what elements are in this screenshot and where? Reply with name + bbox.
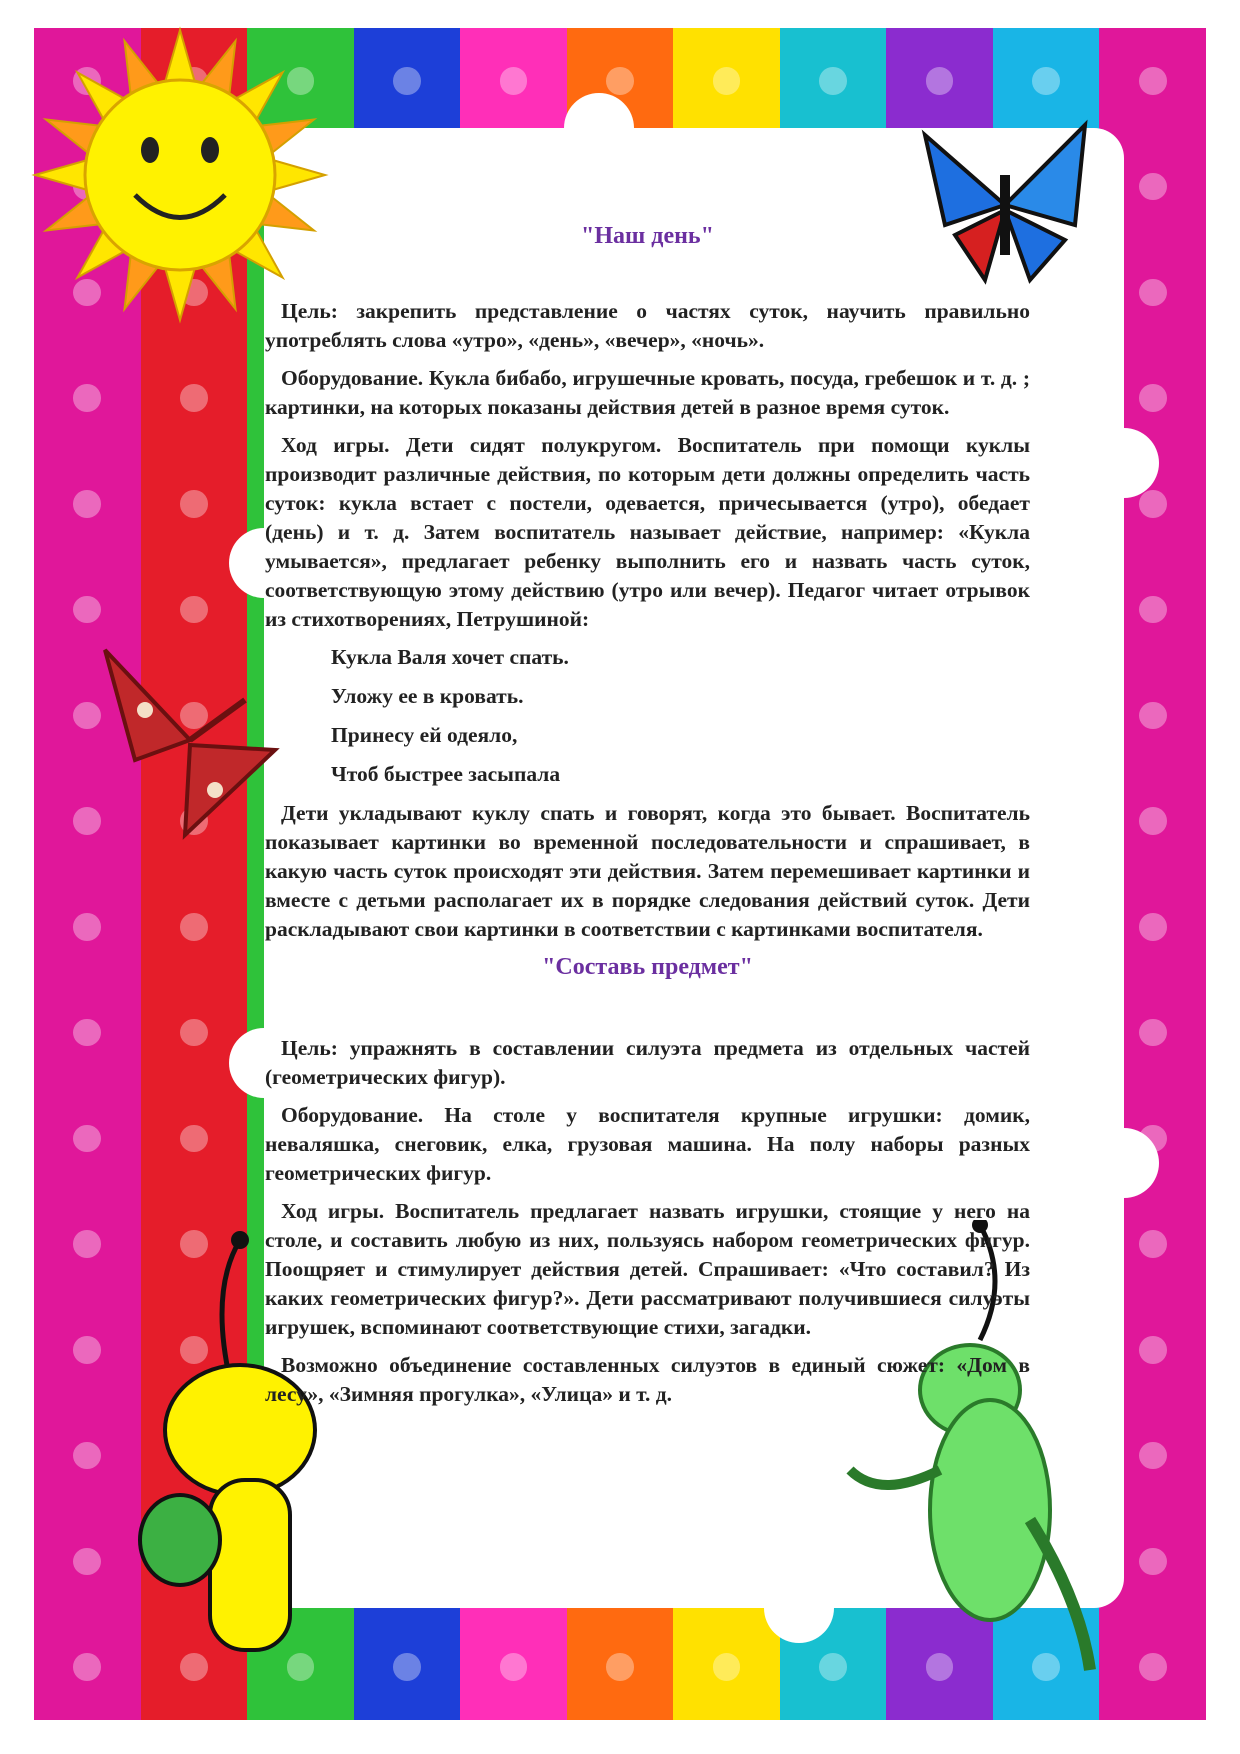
equipment-paragraph: Оборудование. На столе у воспитателя крупные игрушки: домик, неваляшка, снеговик, елка, грузовая машина. На полу наборы разных геометрических фигур. [265, 1103, 1030, 1185]
document-body [265, 222, 1030, 1418]
puzzle-piece [780, 28, 887, 134]
puzzle-piece [673, 1614, 780, 1720]
section-title: "Наш день" [581, 223, 714, 249]
puzzle-piece [34, 874, 141, 980]
poem-line: Принесу ей одеяло, [331, 723, 518, 747]
puzzle-piece [34, 345, 141, 451]
puzzle-piece [34, 1086, 141, 1192]
puzzle-piece [1099, 28, 1206, 134]
poem-line: Чтоб быстрее засыпала [331, 762, 561, 786]
puzzle-piece [567, 1614, 674, 1720]
goal-paragraph: Цель: упражнять в составлении силуэта предмета из отдельных частей (геометрических фигур). [265, 1036, 1030, 1089]
process-paragraph: Ход игры. Дети сидят полукругом. Воспитатель при помощи куклы производит различные действия, по которым дети должны определить часть суток: кукла встает с постели, одевается, причесывается (утро), обедает (день) и т. д. Затем воспитатель называет действие, например: «Кукла умывается», предлагает ребенку выполнить его и назвать часть суток, соответствующую этому действию (утро или вечер). Педагог читает отрывок из стихотворениях, Петрушиной: [265, 433, 1030, 631]
puzzle-piece [354, 1614, 461, 1720]
puzzle-piece [34, 451, 141, 557]
puzzle-piece [141, 345, 248, 451]
puzzle-piece [354, 28, 461, 134]
puzzle-piece [460, 28, 567, 134]
section-title: "Составь предмет" [542, 954, 753, 980]
puzzle-piece [141, 451, 248, 557]
puzzle-piece [34, 980, 141, 1086]
puzzle-piece [141, 1086, 248, 1192]
puzzle-piece [141, 874, 248, 980]
poem-line: Кукла Валя хочет спать. [331, 645, 569, 669]
process-paragraph: Ход игры. Воспитатель предлагает назвать игрушки, стоящие у него на столе, и составить любую из них, пользуясь набором геометрических фигур. Поощряет и стимулирует действия детей. Спрашивает: «Что составил? Из каких геометрических фигур?». Дети рассматривают получившиеся силуэты игрушек, вспоминают соответствующие стихи, загадки. [265, 1199, 1030, 1339]
puzzle-piece [673, 28, 780, 134]
puzzle-piece [460, 1614, 567, 1720]
extra-paragraph: Возможно объединение составленных силуэтов в единый сюжет: «Дом в лесу», «Зимняя прогулка», «Улица» и т. д. [265, 1353, 1030, 1406]
poem-line: Уложу ее в кровать. [331, 684, 524, 708]
after-paragraph: Дети укладывают куклу спать и говорят, когда это бывает. Воспитатель показывает картинки во временной последовательности и спрашивает, в какую часть суток происходят эти действия. Затем перемешивает картинки и вместе с детьми располагает их в порядке следования действий суток. Дети раскладывают свои картинки в соответствии с картинками воспитателя. [265, 801, 1030, 941]
goal-paragraph: Цель: закрепить представление о частях суток, научить правильно употреблять слова «утро», «день», «вечер», «ночь». [265, 299, 1030, 352]
equipment-paragraph: Оборудование. Кукла бибабо, игрушечные кровать, посуда, гребешок и т. д. ; картинки, на которых показаны действия детей в разное время суток. [265, 366, 1030, 419]
